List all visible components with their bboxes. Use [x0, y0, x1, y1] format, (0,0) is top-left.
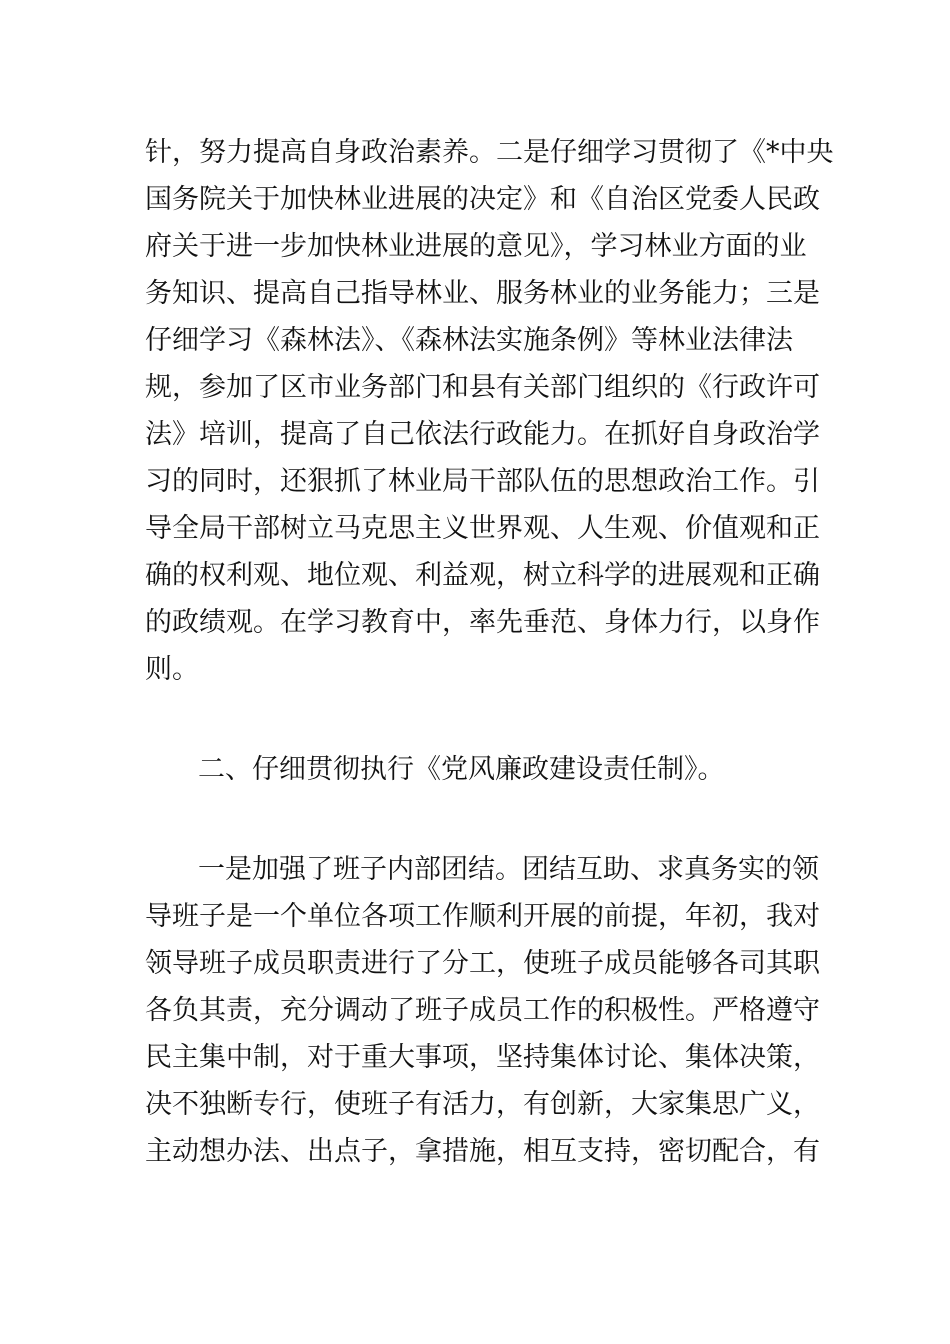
body-text-line: 导班子是一个单位各项工作顺利开展的前提，年初，我对: [145, 901, 820, 932]
body-text-line: 各负其责，充分调动了班子成员工作的积极性。严格遵守: [145, 995, 820, 1026]
body-text-line: 导全局干部树立马克思主义世界观、人生观、价值观和正: [145, 513, 820, 544]
body-text-line: 府关于进一步加快林业进展的意见》，学习林业方面的业: [145, 231, 807, 262]
body-text-line: 规，参加了区市业务部门和县有关部门组织的《行政许可: [145, 372, 820, 403]
body-text-line: 确的权利观、地位观、利益观，树立科学的进展观和正确: [145, 560, 820, 591]
body-text-line: 针，努力提高自身政治素养。二是仔细学习贯彻了《*中央: [145, 137, 834, 168]
body-text-line: 领导班子成员职责进行了分工，使班子成员能够各司其职: [145, 948, 820, 979]
body-text-line: 仔细学习《森林法》、《森林法实施条例》等林业法律法: [145, 325, 793, 356]
body-text-line: 决不独断专行，使班子有活力，有创新，大家集思广义，: [145, 1089, 820, 1120]
section-heading: 二、仔细贯彻执行《党风廉政建设责任制》。: [198, 754, 725, 785]
body-text-line: 民主集中制，对于重大事项，坚持集体讨论、集体决策，: [145, 1042, 820, 1073]
body-text-line: 主动想办法、出点子，拿措施，相互支持，密切配合，有: [145, 1136, 820, 1167]
body-text-line: 一是加强了班子内部团结。团结互助、求真务实的领: [198, 854, 819, 885]
body-text-line: 务知识、提高自己指导林业、服务林业的业务能力；三是: [145, 278, 820, 309]
body-text-line: 则。: [145, 654, 199, 685]
body-text-line: 的政绩观。在学习教育中，率先垂范、身体力行，以身作: [145, 607, 820, 638]
body-text-line: 习的同时，还狠抓了林业局干部队伍的思想政治工作。引: [145, 466, 820, 497]
body-text-line: 法》培训，提高了自己依法行政能力。在抓好自身政治学: [145, 419, 820, 450]
body-text-line: 国务院关于加快林业进展的决定》和《自治区党委人民政: [145, 184, 820, 215]
